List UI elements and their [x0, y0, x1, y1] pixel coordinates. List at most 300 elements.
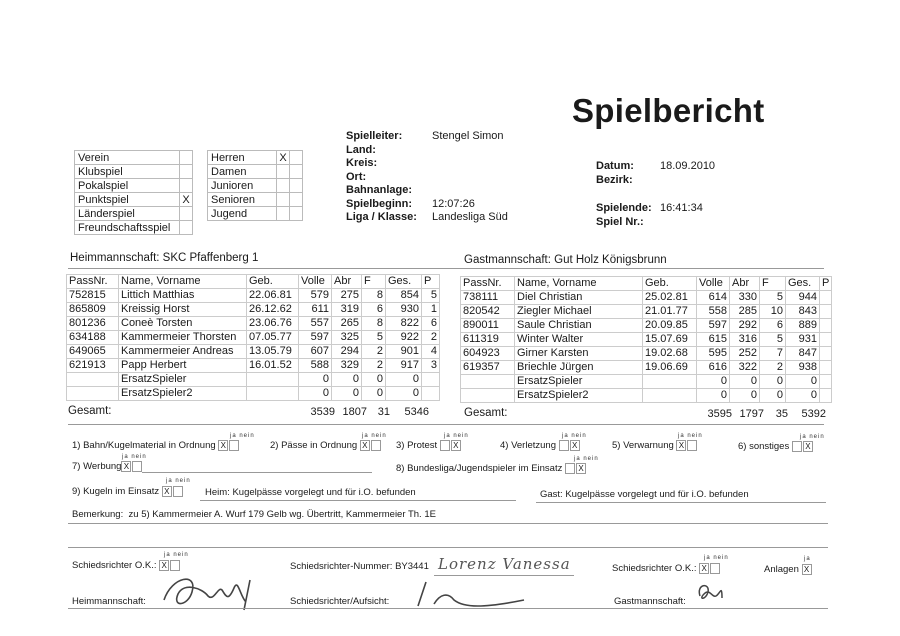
home-team-table	[66, 274, 440, 401]
table-cell	[461, 375, 515, 389]
table-cell: 944	[786, 291, 820, 305]
question-6	[738, 441, 814, 452]
table-row	[67, 345, 440, 359]
category-checkbox[interactable]	[180, 207, 193, 221]
question-5-nein-box[interactable]	[687, 440, 697, 451]
table-cell: 801236	[67, 317, 119, 331]
table-row	[67, 289, 440, 303]
kreis-label: Kreis:	[346, 157, 378, 169]
liga-value: Landesliga Süd	[432, 211, 508, 223]
divider	[68, 424, 824, 425]
table-cell: 0	[299, 387, 332, 401]
table-row	[67, 303, 440, 317]
category-row	[208, 207, 303, 221]
question-5	[612, 440, 698, 451]
guest-team-signature	[692, 578, 732, 608]
divider	[142, 472, 372, 473]
referee-number	[290, 561, 429, 572]
table-cell	[461, 389, 515, 403]
table-cell: 738111	[461, 291, 515, 305]
question-2-nein-box[interactable]	[371, 440, 381, 451]
ja-nein-label: ja nein	[122, 454, 147, 460]
table-cell: 649065	[67, 345, 119, 359]
category-spacer	[290, 193, 303, 207]
column-header: Geb.	[247, 275, 299, 289]
divider	[68, 547, 828, 548]
home-ball-pass-note: Heim: Kugelpässe vorgelegt und für i.O. befunden	[205, 487, 416, 498]
table-cell: 611	[299, 303, 332, 317]
table-cell: 0	[697, 375, 730, 389]
table-cell: 0	[730, 375, 760, 389]
category-table-left	[74, 150, 193, 235]
category-checkbox[interactable]	[277, 207, 290, 221]
ja-nein-label: ja nein	[164, 552, 189, 558]
category-checkbox[interactable]	[180, 151, 193, 165]
ja-nein-label: ja nein	[166, 478, 191, 484]
table-cell: 822	[386, 317, 422, 331]
table-cell: 607	[299, 345, 332, 359]
referee-supervisor-label: Schiedsrichter/Aufsicht:	[290, 596, 390, 607]
category-label: Verein	[75, 151, 180, 165]
table-cell: 330	[730, 291, 760, 305]
category-checkbox[interactable]: X	[180, 193, 193, 207]
table-cell	[820, 347, 832, 361]
category-spacer	[290, 165, 303, 179]
land-label: Land:	[346, 143, 376, 156]
table-cell: 19.02.68	[643, 347, 697, 361]
table-cell: 19.06.69	[643, 361, 697, 375]
remark-label: Bemerkung:	[72, 509, 124, 520]
table-cell: 0	[786, 389, 820, 403]
question-3-ja-box[interactable]	[440, 440, 450, 451]
question-2	[270, 440, 382, 451]
table-cell	[820, 319, 832, 333]
question-8-label: 8) Bundesliga/Jugendspieler im Einsatz	[396, 463, 563, 475]
column-header: Volle	[299, 275, 332, 289]
table-cell	[422, 387, 440, 401]
table-cell: 752815	[67, 289, 119, 303]
table-cell: Ziegler Michael	[515, 305, 643, 319]
attachments	[764, 564, 813, 575]
table-cell: 847	[786, 347, 820, 361]
ja-nein-label: ja nein	[230, 433, 255, 439]
table-row	[461, 319, 832, 333]
table-cell: 597	[299, 331, 332, 345]
table-cell	[67, 373, 119, 387]
category-row	[208, 151, 303, 165]
table-cell: Kreissig Horst	[119, 303, 247, 317]
category-row	[208, 179, 303, 193]
table-cell	[820, 361, 832, 375]
category-checkbox[interactable]: X	[277, 151, 290, 165]
category-label: Jugend	[208, 207, 277, 221]
category-checkbox[interactable]	[180, 221, 193, 235]
table-cell: Papp Herbert	[119, 359, 247, 373]
referee-ok-2-label: Schiedsrichter O.K.:	[612, 563, 697, 575]
table-cell: Littich Matthias	[119, 289, 247, 303]
table-cell: Kammermeier Thorsten	[119, 331, 247, 345]
table-cell: 597	[697, 319, 730, 333]
table-cell: 10	[760, 305, 786, 319]
guest-ball-pass-note: Gast: Kugelpässe vorgelegt und für i.O. befunden	[540, 489, 749, 500]
question-1-label: 1) Bahn/Kugelmaterial in Ordnung	[72, 440, 216, 452]
spielleiter-label: Spielleiter:	[346, 130, 403, 142]
category-row	[208, 193, 303, 207]
spielbeginn-label: Spielbeginn:	[346, 197, 412, 210]
info-block-right2	[596, 202, 703, 229]
spielende-label: Spielende:	[596, 202, 652, 214]
category-spacer	[290, 179, 303, 193]
referee-name-handwritten: Lorenz Vanessa	[438, 555, 571, 573]
table-row	[461, 347, 832, 361]
ja-nein-label: ja nein	[444, 433, 469, 439]
datum-label: Datum:	[596, 160, 634, 172]
question-6-ja-box[interactable]	[792, 441, 802, 452]
spielende-value: 16:41:34	[660, 202, 703, 214]
category-spacer	[290, 207, 303, 221]
table-cell: 604923	[461, 347, 515, 361]
question-1-nein-box[interactable]	[229, 440, 239, 451]
divider	[68, 523, 828, 524]
table-cell: 8	[362, 289, 386, 303]
table-cell: 22.06.81	[247, 289, 299, 303]
question-1-ja-box[interactable]: X	[218, 440, 228, 451]
question-8-ja-box[interactable]	[565, 463, 575, 474]
column-header: Geb.	[643, 277, 697, 291]
table-cell: 0	[760, 375, 786, 389]
category-label: Pokalspiel	[75, 179, 180, 193]
column-header: P	[422, 275, 440, 289]
ort-label: Ort:	[346, 170, 367, 183]
table-cell: 25.02.81	[643, 291, 697, 305]
attachments-label: Anlagen	[764, 564, 799, 576]
ja-nein-label: ja nein	[574, 456, 599, 462]
category-label: Klubspiel	[75, 165, 180, 179]
table-cell: 2	[760, 361, 786, 375]
table-cell: 579	[299, 289, 332, 303]
table-cell: 4	[422, 345, 440, 359]
category-label: Punktspiel	[75, 193, 180, 207]
ja-nein-label: ja nein	[362, 433, 387, 439]
category-checkbox[interactable]	[277, 193, 290, 207]
table-row	[67, 387, 440, 401]
question-4-ja-box[interactable]	[559, 440, 569, 451]
table-cell: 1	[422, 303, 440, 317]
table-cell: 3	[422, 359, 440, 373]
home-total-abr: 1807	[342, 406, 367, 418]
table-cell: Diel Christian	[515, 291, 643, 305]
table-cell: 292	[730, 319, 760, 333]
table-row	[461, 375, 832, 389]
attachments-ja-box[interactable]: X	[802, 564, 812, 575]
ja-label: ja	[804, 556, 811, 562]
divider	[536, 502, 826, 503]
table-cell: 0	[332, 373, 362, 387]
table-cell: 0	[730, 389, 760, 403]
question-6-label: 6) sonstiges	[738, 441, 790, 453]
category-checkbox[interactable]	[277, 165, 290, 179]
table-cell: 15.07.69	[643, 333, 697, 347]
table-cell: 930	[386, 303, 422, 317]
column-header: Name, Vorname	[515, 277, 643, 291]
table-cell: 285	[730, 305, 760, 319]
column-header: F	[362, 275, 386, 289]
question-7-nein-box[interactable]	[132, 461, 142, 472]
column-header: Abr	[730, 277, 760, 291]
table-cell: Saule Christian	[515, 319, 643, 333]
table-cell: 7	[760, 347, 786, 361]
table-cell: 615	[697, 333, 730, 347]
home-team-signature	[158, 566, 268, 612]
question-7	[72, 461, 143, 472]
table-row	[461, 389, 832, 403]
referee-ok-2	[612, 563, 721, 574]
table-row	[461, 333, 832, 347]
table-cell: 322	[730, 361, 760, 375]
table-cell: 0	[786, 375, 820, 389]
guest-total-f: 35	[775, 408, 788, 420]
table-cell: 316	[730, 333, 760, 347]
table-cell: 854	[386, 289, 422, 303]
category-row	[75, 179, 193, 193]
info-block-right	[596, 160, 715, 187]
home-total-label: Gesamt:	[68, 405, 112, 417]
ja-nein-label: ja nein	[562, 433, 587, 439]
home-total-ges: 5346	[404, 406, 429, 418]
question-6-nein-box[interactable]: X	[803, 441, 813, 452]
category-label: Senioren	[208, 193, 277, 207]
category-label: Damen	[208, 165, 277, 179]
remark-text: zu 5) Kammermeier A. Wurf 179 Gelb wg. Übertritt, Kammermeier Th. 1E	[128, 509, 436, 520]
table-row	[461, 291, 832, 305]
table-cell: 5	[760, 291, 786, 305]
table-cell: 931	[786, 333, 820, 347]
table-cell: 6	[760, 319, 786, 333]
table-header-row	[67, 275, 440, 289]
guest-total-ges: 5392	[801, 408, 826, 420]
guest-total-label: Gesamt:	[464, 407, 508, 419]
table-cell	[820, 291, 832, 305]
category-table-right	[207, 150, 303, 221]
category-checkbox[interactable]	[277, 179, 290, 193]
home-total-f: 31	[377, 406, 390, 418]
table-cell: 890011	[461, 319, 515, 333]
table-cell: 5	[422, 289, 440, 303]
table-cell	[247, 387, 299, 401]
table-row	[461, 305, 832, 319]
remark	[72, 509, 436, 520]
question-2-ja-box[interactable]: X	[360, 440, 370, 451]
table-cell: 5	[362, 331, 386, 345]
table-cell: Kammermeier Andreas	[119, 345, 247, 359]
column-header: Volle	[697, 277, 730, 291]
table-cell: 16.01.52	[247, 359, 299, 373]
table-cell: 820542	[461, 305, 515, 319]
question-3	[396, 440, 462, 451]
guest-totals	[700, 408, 826, 420]
table-cell: ErsatzSpieler	[515, 375, 643, 389]
question-4-label: 4) Verletzung	[500, 440, 556, 452]
table-cell: 265	[332, 317, 362, 331]
table-cell	[820, 389, 832, 403]
table-cell: 901	[386, 345, 422, 359]
table-row	[67, 373, 440, 387]
question-7-ja-box[interactable]: X	[121, 461, 131, 472]
referee-number-value: BY3441	[395, 561, 429, 572]
question-9-nein-box[interactable]	[173, 486, 183, 497]
question-9-label: 9) Kugeln im Einsatz	[72, 486, 160, 498]
referee-number-label: Schiedsrichter-Nummer:	[290, 561, 393, 572]
table-header-row	[461, 277, 832, 291]
table-cell	[247, 373, 299, 387]
table-cell: 8	[362, 317, 386, 331]
guest-total-abr: 1797	[739, 408, 764, 420]
question-8	[396, 463, 587, 474]
table-cell	[820, 375, 832, 389]
table-cell: 294	[332, 345, 362, 359]
table-cell: 595	[697, 347, 730, 361]
table-cell: 616	[697, 361, 730, 375]
bahnanlage-label: Bahnanlage:	[346, 184, 413, 196]
category-label: Freundschaftsspiel	[75, 221, 180, 235]
home-total-volle: 3539	[310, 406, 335, 418]
column-header: Ges.	[386, 275, 422, 289]
category-checkbox[interactable]	[180, 165, 193, 179]
home-team-heading: Heimmannschaft: SKC Pfaffenberg 1	[70, 252, 259, 264]
referee-ok-ja-box[interactable]: X	[159, 560, 169, 571]
table-row	[67, 317, 440, 331]
question-9	[72, 486, 184, 497]
table-cell: 07.05.77	[247, 331, 299, 345]
table-cell: 6	[422, 317, 440, 331]
question-5-label: 5) Verwarnung	[612, 440, 674, 452]
table-cell	[643, 375, 697, 389]
spielbeginn-value: 12:07:26	[432, 197, 475, 210]
table-cell	[820, 333, 832, 347]
ja-nein-label: ja nein	[704, 555, 729, 561]
table-cell: Winter Walter	[515, 333, 643, 347]
table-cell: ErsatzSpieler2	[515, 389, 643, 403]
referee-ok-2-nein-box[interactable]	[710, 563, 720, 574]
liga-label: Liga / Klasse:	[346, 211, 417, 223]
question-9-ja-box[interactable]: X	[162, 486, 172, 497]
table-cell	[820, 305, 832, 319]
table-cell: 634188	[67, 331, 119, 345]
question-4-nein-box[interactable]: X	[570, 440, 580, 451]
question-3-label: 3) Protest	[396, 440, 438, 452]
table-cell: 0	[362, 373, 386, 387]
referee-ok-2-ja-box[interactable]: X	[699, 563, 709, 574]
table-cell: 558	[697, 305, 730, 319]
info-block	[346, 130, 508, 225]
column-header: Ges.	[786, 277, 820, 291]
table-cell: 0	[697, 389, 730, 403]
table-cell: 252	[730, 347, 760, 361]
category-label: Junioren	[208, 179, 277, 193]
table-row	[67, 359, 440, 373]
referee-ok-label: Schiedsrichter O.K.:	[72, 560, 157, 572]
page-title: Spielbericht	[572, 92, 765, 129]
table-cell: 619357	[461, 361, 515, 375]
table-cell: 275	[332, 289, 362, 303]
category-label: Länderspiel	[75, 207, 180, 221]
column-header: PassNr.	[67, 275, 119, 289]
table-cell	[643, 389, 697, 403]
table-cell: 621913	[67, 359, 119, 373]
table-cell: 922	[386, 331, 422, 345]
question-3-nein-box[interactable]: X	[451, 440, 461, 451]
table-cell: 938	[786, 361, 820, 375]
table-row	[461, 361, 832, 375]
divider	[200, 500, 516, 501]
spielnr-label: Spiel Nr.:	[596, 215, 644, 228]
table-cell: 329	[332, 359, 362, 373]
table-cell: 614	[697, 291, 730, 305]
category-checkbox[interactable]	[180, 179, 193, 193]
category-spacer	[290, 151, 303, 165]
column-header: Name, Vorname	[119, 275, 247, 289]
table-cell: 917	[386, 359, 422, 373]
column-header: P	[820, 277, 832, 291]
table-cell: 23.06.76	[247, 317, 299, 331]
table-cell: 26.12.62	[247, 303, 299, 317]
table-cell: 2	[362, 359, 386, 373]
question-7-label: 7) Werbung	[72, 461, 122, 473]
home-totals	[303, 406, 429, 418]
ja-nein-label: ja nein	[678, 433, 703, 439]
question-4	[500, 440, 581, 451]
table-cell: 588	[299, 359, 332, 373]
category-label: Herren	[208, 151, 277, 165]
column-header: Abr	[332, 275, 362, 289]
table-cell: 0	[386, 387, 422, 401]
table-cell: 2	[362, 345, 386, 359]
table-cell: 611319	[461, 333, 515, 347]
table-cell	[422, 373, 440, 387]
home-team-signature-label: Heimmannschaft:	[72, 596, 146, 607]
question-8-nein-box[interactable]: X	[576, 463, 586, 474]
table-cell: 865809	[67, 303, 119, 317]
table-cell: ErsatzSpieler2	[119, 387, 247, 401]
table-cell: 0	[332, 387, 362, 401]
table-cell: 21.01.77	[643, 305, 697, 319]
table-cell: 319	[332, 303, 362, 317]
table-cell: 325	[332, 331, 362, 345]
column-header: F	[760, 277, 786, 291]
question-5-ja-box[interactable]: X	[676, 440, 686, 451]
category-row	[75, 207, 193, 221]
category-row	[75, 165, 193, 179]
spielleiter-value: Stengel Simon	[432, 130, 504, 142]
table-cell: 13.05.79	[247, 345, 299, 359]
table-cell: 557	[299, 317, 332, 331]
table-cell: Coneè Torsten	[119, 317, 247, 331]
question-1	[72, 440, 240, 451]
datum-value: 18.09.2010	[660, 160, 716, 172]
question-2-label: 2) Pässe in Ordnung	[270, 440, 358, 452]
table-cell: 0	[299, 373, 332, 387]
table-cell: Girner Karsten	[515, 347, 643, 361]
guest-total-volle: 3595	[707, 408, 732, 420]
guest-team-heading: Gastmannschaft: Gut Holz Königsbrunn	[464, 254, 667, 266]
category-row	[75, 193, 193, 207]
table-cell: 0	[760, 389, 786, 403]
category-row	[208, 165, 303, 179]
category-row	[75, 221, 193, 235]
column-header: PassNr.	[461, 277, 515, 291]
guest-team-signature-label: Gastmannschaft:	[614, 596, 686, 607]
table-cell: 5	[760, 333, 786, 347]
